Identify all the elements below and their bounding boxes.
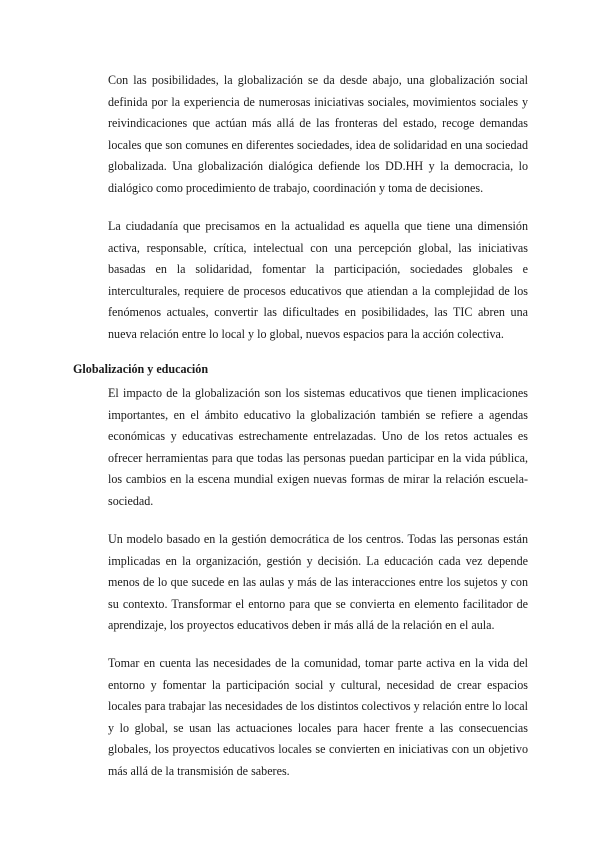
- paragraph-community-needs: Tomar en cuenta las necesidades de la comunidad, tomar parte activa en la vida del entorno y fomentar la participación social y cultural, necesidad de crear espacios locales para trabajar las necesidades de los distintos colectivos y relación entre lo local y lo global, se usan las actuaciones locales para hacer frente a las consecuencias globales, los proyectos educativos locales se convierten en iniciativas con un objetivo más allá de la transmisión de saberes.: [108, 656, 528, 778]
- paragraph-active-citizenship: La ciudadanía que precisamos en la actualidad es aquella que tiene una dimensión activa, responsable, crítica, intelectual con una percepción global, las iniciativas basadas en la solidaridad, fomentar la participación, sociedades globales e interculturales, requiere de procesos educativos que atiendan a la complejidad de los fenómenos actuales, convertir las dificultades en posibilidades, las TIC abren una nueva relación entre lo local y lo global, nuevos espacios para la acción colectiva.: [108, 219, 528, 341]
- paragraph-globalization-from-below: Con las posibilidades, la globalización se da desde abajo, una globalización social definida por la experiencia de numerosas iniciativas sociales, movimientos sociales y reivindicaciones que actúan más allá de las fronteras del estado, recoge demandas locales que son comunes en diferentes sociedades, idea de solidaridad en una sociedad globalizada. Una globalización dialógica defiende los DD.HH y la democracia, lo dialógico como procedimiento de trabajo, coordinación y toma de decisiones.: [108, 73, 528, 195]
- paragraph-impact-on-education: El impacto de la globalización son los sistemas educativos que tienen implicaciones importantes, en el ámbito educativo la globalización también se refiere a agendas económicas y educativas estrechamente entrelazadas. Uno de los retos actuales es ofrecer herramientas para que todas las personas puedan participar en la vida pública, los cambios en la escena mundial exigen nuevas formas de mirar la relación escuela-sociedad.: [108, 386, 528, 508]
- section-heading: Globalización y educación: [73, 362, 209, 376]
- paragraph-democratic-management: Un modelo basado en la gestión democrática de los centros. Todas las personas están implicadas en la organización, gestión y decisión. La educación cada vez depende menos de lo que sucede en las aulas y más de las interacciones entre los sujetos y con su contexto. Transformar el entorno para que se convierta en elemento facilitador de aprendizaje, los proyectos educativos deben ir más allá de la relación en el aula.: [108, 532, 528, 632]
